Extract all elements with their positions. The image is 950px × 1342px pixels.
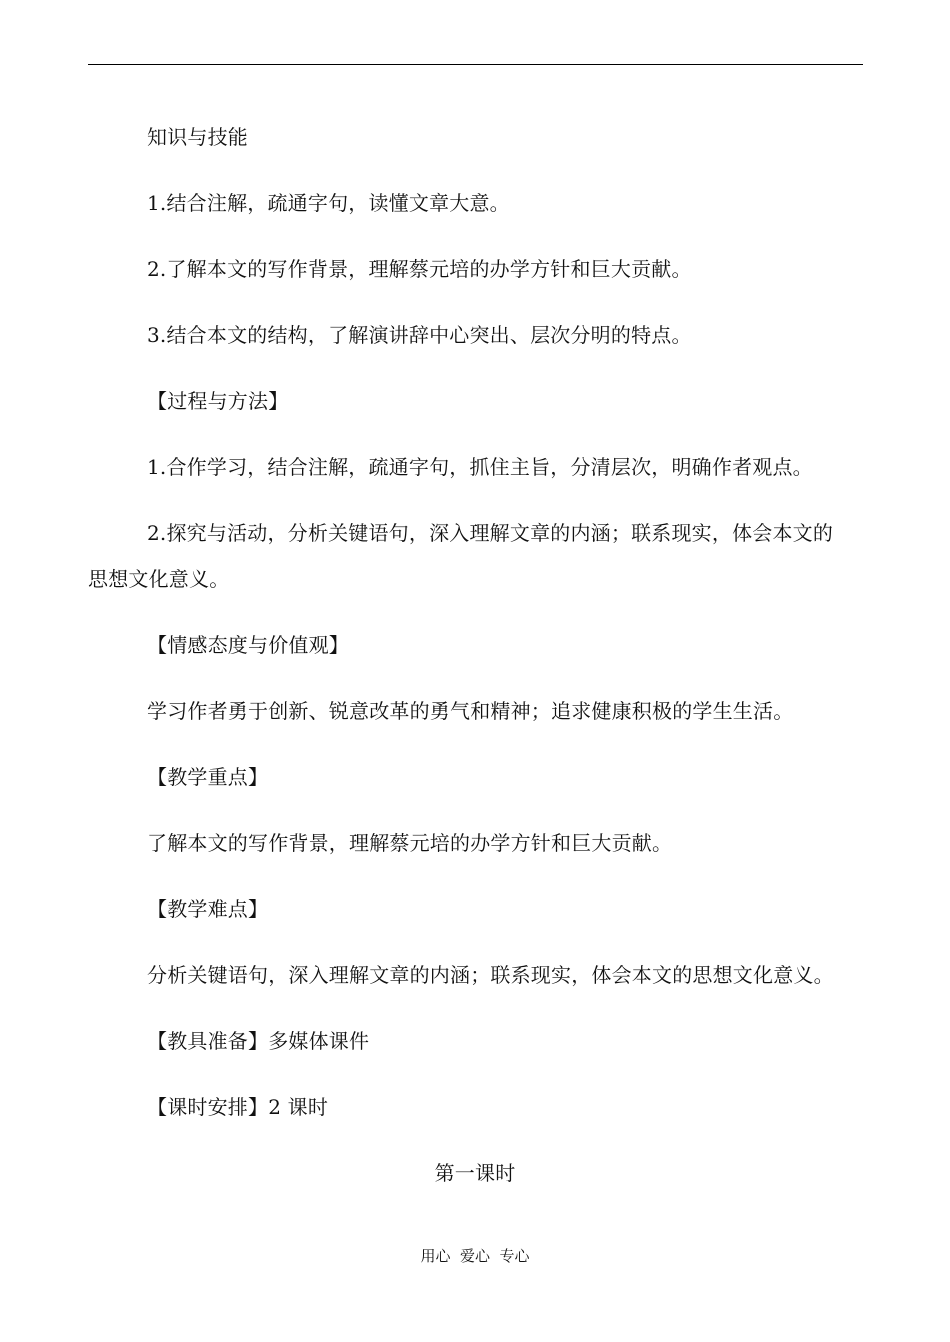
section-heading-teaching-focus: 【教学重点】	[147, 765, 269, 789]
process-item-2-continued: 思想文化意义。	[88, 567, 230, 591]
process-item-1: 1.合作学习，结合注解，疏通字句，抓住主旨，分清层次，明确作者观点。	[147, 455, 813, 479]
header-rule	[88, 64, 863, 65]
class-hours: 【课时安排】2 课时	[147, 1095, 329, 1119]
objective-3: 3.结合本文的结构，了解演讲辞中心突出、层次分明的特点。	[147, 323, 692, 347]
teaching-focus-text: 了解本文的写作背景，理解蔡元培的办学方针和巨大贡献。	[147, 831, 673, 855]
objective-1: 1.结合注解，疏通字句，读懂文章大意。	[147, 191, 510, 215]
teaching-aids: 【教具准备】多媒体课件	[147, 1029, 370, 1053]
section-heading-teaching-difficulty: 【教学难点】	[147, 897, 269, 921]
objective-2: 2.了解本文的写作背景，理解蔡元培的办学方针和巨大贡献。	[147, 257, 692, 281]
lesson-title: 第一课时	[434, 1161, 516, 1185]
process-item-2: 2.探究与活动，分析关键语句，深入理解文章的内涵；联系现实，体会本文的	[147, 521, 834, 545]
emotion-values-text: 学习作者勇于创新、锐意改革的勇气和精神；追求健康积极的学生生活。	[147, 699, 794, 723]
teaching-difficulty-text: 分析关键语句，深入理解文章的内涵；联系现实，体会本文的思想文化意义。	[147, 963, 834, 987]
section-heading-emotion-values: 【情感态度与价值观】	[147, 633, 349, 657]
section-heading-process-methods: 【过程与方法】	[147, 389, 289, 413]
section-heading-knowledge-skills: 知识与技能	[147, 125, 248, 149]
page-footer: 用心 爱心 专心	[420, 1247, 530, 1265]
